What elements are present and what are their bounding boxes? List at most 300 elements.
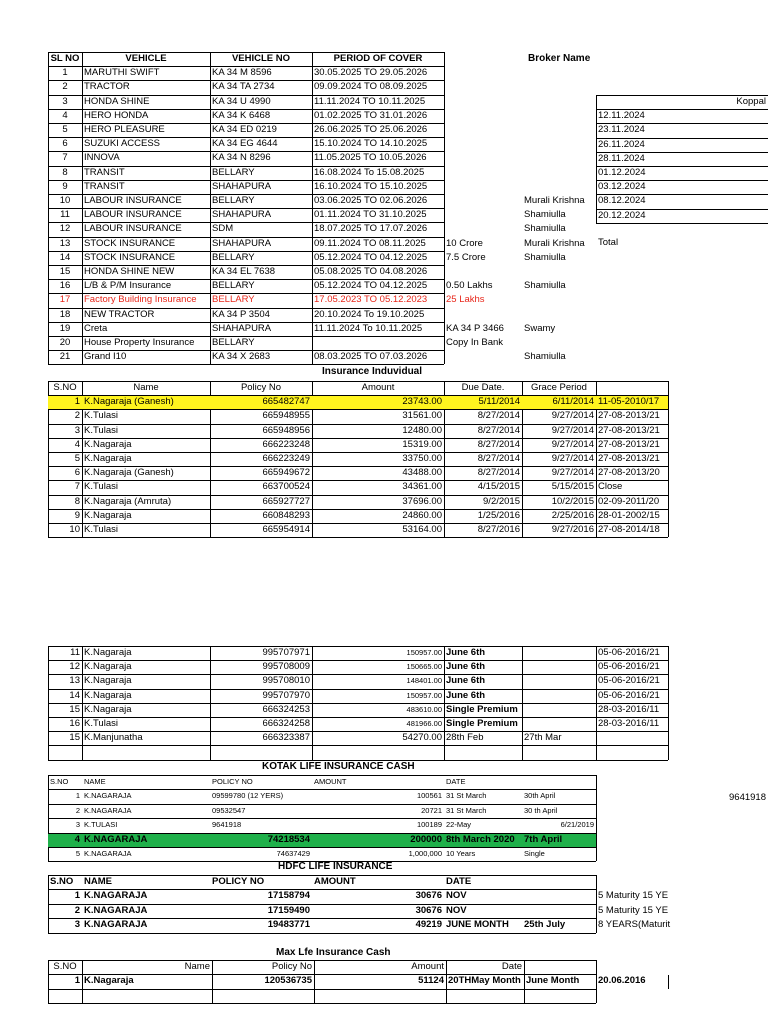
broker-name-title: Broker Name: [528, 53, 591, 64]
due-date: 4/15/2015: [477, 481, 520, 492]
cover-amount: [444, 95, 522, 109]
vehicle-sl: 1: [62, 67, 68, 78]
hdfc-header: DATE: [446, 876, 472, 887]
policy-note: 27-08-2013/21: [598, 425, 660, 436]
policy-sno: 1: [74, 975, 80, 986]
grace-period: 25th July: [524, 919, 566, 930]
broker-name: [522, 336, 596, 350]
policy-sno: 2: [74, 410, 80, 421]
vehicle-name: Grand I10: [84, 351, 127, 362]
cover-amount: 25 Lakhs: [446, 294, 485, 305]
policy-amount: 43488.00: [402, 467, 442, 478]
period-of-cover: 03.06.2025 TO 02.06.2026: [314, 195, 428, 206]
broker-name: [522, 293, 596, 307]
broker-name: [522, 123, 596, 137]
period-of-cover: 20.10.2024 To 19.10.2025: [314, 309, 425, 320]
policy-amount: 31561.00: [402, 410, 442, 421]
max-grid-h: [48, 989, 596, 990]
policy-holder: K.NAGARAJA: [84, 834, 148, 845]
broker-name: [522, 80, 596, 94]
policy-amount: 33750.00: [402, 453, 442, 464]
insurance-individual-title: Insurance Induvidual: [322, 366, 423, 377]
policy-holder: K.Manjunatha: [84, 732, 143, 743]
period-of-cover: 09.11.2024 TO 08.11.2025: [314, 238, 426, 249]
policy-note: 05-06-2016/21: [598, 661, 660, 672]
grace-period: [522, 689, 596, 703]
policy-holder: K.Nagaraja: [84, 439, 132, 450]
policy-sno: 8: [74, 496, 80, 507]
policy-number: 666323387: [262, 732, 310, 743]
vehicle-sl: 17: [59, 294, 71, 305]
period-of-cover: 08.03.2025 TO 07.03.2026: [314, 351, 428, 362]
hdfc-header: NAME: [84, 876, 112, 887]
policy-sno: 3: [74, 919, 80, 930]
policy-holder: K.Tulasi: [84, 481, 118, 492]
policy-holder: K.Nagaraja: [84, 453, 132, 464]
vehicle-sl: 7: [62, 152, 68, 163]
koppal-date: 26.11.2024: [598, 139, 645, 150]
vehicle-name: LABOUR INSURANCE: [84, 209, 182, 220]
max-grid-v: [668, 975, 669, 989]
vehicle-name: HONDA SHINE NEW: [84, 266, 175, 277]
policy-number: 663700524: [262, 481, 310, 492]
cover-amount: [444, 166, 522, 180]
due-date: 9/2/2015: [483, 496, 520, 507]
policy-number: 995708009: [262, 661, 310, 672]
policy-number: 09599780 (12 YERS): [212, 791, 284, 800]
vehicle-sl: 13: [59, 238, 71, 249]
policy-holder: K.Nagaraja: [84, 704, 132, 715]
policy-number: 995708010: [262, 675, 310, 686]
vehicle-name: NEW TRACTOR: [84, 309, 155, 320]
broker-name: [522, 109, 596, 123]
vehicle-name: LABOUR INSURANCE: [84, 223, 182, 234]
kotak-header: POLICY NO: [212, 777, 253, 786]
vehicle-number: BELLARY: [212, 337, 255, 348]
policy-holder: K.Tulasi: [84, 524, 118, 535]
vehicle-name: L/B & P/M Insurance: [84, 280, 172, 291]
individual-header: Amount: [361, 382, 395, 393]
due-date: June 6th: [446, 690, 486, 701]
policy-amount: 150665.00: [406, 662, 442, 671]
policy-note: 28-03-2016/11: [598, 718, 660, 729]
policy-number: 19483771: [267, 919, 310, 930]
policy-holder: K.NAGARAJA: [84, 890, 148, 901]
policy-note: 05-06-2016/21: [598, 675, 660, 686]
policy-number: 995707970: [262, 690, 310, 701]
policy-number: 666223248: [262, 439, 310, 450]
policy-number: 665927727: [262, 496, 310, 507]
policy-amount: 12480.00: [402, 425, 442, 436]
vehicle-sl: 10: [59, 195, 71, 206]
cover-amount: KA 34 P 3466: [446, 323, 504, 334]
due-date: June 6th: [446, 647, 486, 658]
grace-period: 9/27/2014: [551, 410, 594, 421]
koppal-date: 28.11.2024: [598, 153, 645, 164]
policy-number: 9641918: [212, 820, 242, 829]
vehicle-number: KA 34 U 4990: [212, 96, 271, 107]
policy-holder: K.NAGARAJA: [84, 849, 132, 858]
vehicle-sl: 8: [62, 167, 68, 178]
vehicle-number: BELLARY: [212, 252, 255, 263]
grace-period: 9/27/2014: [551, 425, 594, 436]
policy-sno: 4: [74, 834, 80, 845]
grace-period: [522, 660, 596, 674]
vehicle-name: HERO HONDA: [84, 110, 149, 121]
period-of-cover: 16.08.2024 To 15.08.2025: [314, 167, 425, 178]
due-date: Single Premium: [446, 704, 518, 715]
policy-amount: 24860.00: [402, 510, 442, 521]
vehicle-sl: 14: [59, 252, 71, 263]
policy-amount: 100189: [416, 820, 442, 829]
cover-amount: [444, 222, 522, 236]
cover-amount: Copy In Bank: [446, 337, 504, 348]
cover-amount: [444, 208, 522, 222]
policy-amount: 148401.00: [406, 676, 442, 685]
policy-sno: 15: [69, 732, 80, 743]
policy-note: 8 YEARS(Maturit: [598, 919, 671, 930]
vehicle-header: VEHICLE: [125, 53, 167, 64]
policy-note: 27-08-2013/21: [598, 439, 660, 450]
broker-name: Swamy: [524, 323, 556, 334]
due-date: 8/27/2014: [477, 453, 520, 464]
broker-name: [522, 66, 596, 80]
vehicle-name: Factory Building Insurance: [84, 294, 197, 305]
period-of-cover: 26.06.2025 TO 25.06.2026: [314, 124, 428, 135]
cover-amount: [444, 80, 522, 94]
max-header: Policy No: [271, 961, 312, 972]
vehicle-name: INNOVA: [84, 152, 120, 163]
broker-name: Shamiulla: [524, 280, 566, 291]
policy-amount: 49219: [415, 919, 442, 930]
due-date: 8th March 2020: [446, 834, 515, 845]
vehicle-number: SHAHAPURA: [212, 181, 272, 192]
cover-amount: [444, 180, 522, 194]
policy-sno: 14: [69, 690, 80, 701]
grace-period: June Month: [526, 975, 580, 986]
kotak-side-value: 9641918: [729, 792, 766, 803]
cover-amount: [444, 137, 522, 151]
broker-name: Murali Krishna: [524, 238, 585, 249]
policy-sno: 6: [74, 467, 80, 478]
policy-amount: 100561: [416, 791, 442, 800]
individual-grid-v: [668, 381, 669, 537]
due-date: 8/27/2014: [477, 425, 520, 436]
cover-amount: [444, 265, 522, 279]
individual2-grid-v: [668, 646, 669, 760]
policy-amount: 53164.00: [402, 524, 442, 535]
due-date: 31 St March: [446, 791, 487, 800]
vehicle-sl: 21: [59, 351, 71, 362]
policy-amount: 481966.00: [406, 719, 442, 728]
policy-note: 02-09-2011/20: [598, 496, 660, 507]
policy-sno: 4: [74, 439, 80, 450]
policy-holder: K.NAGARAJA: [84, 919, 148, 930]
policy-amount: 200000: [410, 834, 442, 845]
cover-amount: [444, 308, 522, 322]
grace-period: 6/11/2014: [552, 396, 594, 407]
grace-period: 5/15/2015: [551, 481, 594, 492]
policy-note: 5 Maturity 15 YE: [598, 905, 669, 916]
vehicle-sl: 6: [62, 138, 68, 149]
koppal-date: 01.12.2024: [598, 167, 646, 178]
vehicle-name: Creta: [84, 323, 108, 334]
kotak-header: AMOUNT: [314, 777, 347, 786]
policy-sno: 10: [69, 524, 80, 535]
max-grid-h: [48, 1003, 596, 1004]
broker-name: [522, 137, 596, 151]
policy-note: Close: [598, 481, 623, 492]
policy-note: 20.06.2016: [598, 975, 646, 986]
cover-amount: [444, 194, 522, 208]
broker-name: Shamiulla: [524, 252, 566, 263]
policy-sno: 5: [74, 453, 80, 464]
policy-sno: 1: [74, 396, 80, 407]
policy-note: [596, 731, 668, 745]
vehicle-number: KA 34 X 2683: [212, 351, 271, 362]
kotak-header: NAME: [84, 777, 106, 786]
policy-number: 17158794: [267, 890, 310, 901]
vehicle-sl: 3: [62, 96, 68, 107]
grace-period: [522, 674, 596, 688]
vehicle-name: House Property Insurance: [84, 337, 195, 348]
policy-number: 666324253: [262, 704, 310, 715]
policy-number: 74637429: [276, 849, 310, 858]
broker-name: Shamiulla: [524, 209, 566, 220]
koppal-grid-h: [596, 223, 768, 224]
policy-note: 05-06-2016/21: [598, 690, 660, 701]
grace-period: 9/27/2014: [551, 453, 594, 464]
koppal-date: 20.12.2024: [598, 210, 646, 221]
vehicle-sl: 19: [59, 323, 71, 334]
policy-amount: 54270.00: [402, 732, 442, 743]
period-of-cover: 17.05.2023 TO 05.12.2023: [314, 294, 428, 305]
vehicle-sl: 15: [59, 266, 71, 277]
vehicle-number: BELLARY: [212, 167, 255, 178]
period-of-cover: 11.11.2024 To 10.11.2025: [314, 323, 423, 334]
due-date: 8/27/2016: [477, 524, 520, 535]
broker-name: Murali Krishna: [524, 195, 585, 206]
cover-amount: 0.50 Lakhs: [446, 280, 493, 291]
vehicle-sl: 20: [59, 337, 71, 348]
broker-name: [522, 265, 596, 279]
kotak-header: DATE: [446, 777, 466, 786]
due-date: 28th Feb: [446, 732, 484, 743]
policy-sno: 2: [74, 905, 80, 916]
policy-sno: 1: [75, 791, 80, 800]
cover-amount: [444, 151, 522, 165]
vehicle-number: BELLARY: [212, 280, 255, 291]
max-life-title: Max Lfe Insurance Cash: [276, 947, 391, 958]
policy-number: 665954914: [262, 524, 310, 535]
period-of-cover: 09.09.2024 TO 08.09.2025: [314, 81, 428, 92]
policy-holder: K.NAGARAJA: [84, 806, 132, 815]
vehicle-header: PERIOD OF COVER: [333, 53, 423, 64]
grace-period: Single: [524, 849, 545, 858]
broker-name: [522, 151, 596, 165]
cover-amount: [444, 123, 522, 137]
kotak-title: KOTAK LIFE INSURANCE CASH: [262, 761, 415, 772]
vehicle-name: STOCK INSURANCE: [84, 238, 176, 249]
max-header: Amount: [411, 961, 444, 972]
policy-holder: K.Nagaraja: [84, 975, 134, 986]
hdfc-header: S.NO: [50, 876, 74, 887]
policy-holder: K.NAGARAJA: [84, 905, 148, 916]
due-date: 22-May: [446, 820, 472, 829]
policy-amount: 150957.00: [406, 648, 442, 657]
period-of-cover: 05.12.2024 TO 04.12.2025: [314, 280, 428, 291]
due-date: NOV: [446, 890, 467, 901]
period-of-cover: 16.10.2024 TO 15.10.2025: [314, 181, 428, 192]
policy-holder: K.Nagaraja: [84, 647, 132, 658]
policy-holder: K.Nagaraja (Ganesh): [84, 467, 174, 478]
policy-note: 28-03-2016/11: [598, 704, 660, 715]
grace-period: [522, 889, 596, 903]
grace-period: [522, 703, 596, 717]
individual-header: Due Date.: [461, 382, 505, 393]
kotak-grid-v: [596, 775, 597, 861]
due-date: 10 Years: [446, 849, 476, 858]
grace-period: 30th April: [524, 791, 556, 800]
individual-header: Name: [133, 382, 159, 393]
policy-amount: 20721: [421, 806, 442, 815]
vehicle-sl: 16: [59, 280, 71, 291]
policy-holder: K.TULASI: [84, 820, 118, 829]
vehicle-sl: 4: [62, 110, 68, 121]
policy-number: 665949672: [262, 467, 310, 478]
policy-note: 27-08-2013/21: [598, 410, 660, 421]
vehicle-name: TRACTOR: [84, 81, 130, 92]
vehicle-number: KA 34 M 8596: [212, 67, 272, 78]
policy-note: 27-08-2014/18: [598, 524, 660, 535]
vehicle-header: SL NO: [50, 53, 80, 64]
period-of-cover: 05.12.2024 TO 04.12.2025: [314, 252, 428, 263]
vehicle-name: SUZUKI ACCESS: [84, 138, 161, 149]
policy-amount: 23743.00: [402, 396, 442, 407]
period-of-cover: [312, 336, 444, 350]
hdfc-header: AMOUNT: [314, 876, 356, 887]
policy-number: 665948956: [262, 425, 310, 436]
policy-sno: 11: [70, 647, 80, 658]
policy-holder: K.Tulasi: [84, 410, 118, 421]
policy-amount: 51124: [418, 975, 444, 986]
vehicle-number: SHAHAPURA: [212, 238, 272, 249]
hdfc-grid-h: [48, 933, 596, 934]
policy-number: 666324258: [262, 718, 310, 729]
policy-sno: 13: [69, 675, 80, 686]
policy-amount: 30676: [415, 905, 442, 916]
period-of-cover: 01.02.2025 TO 31.01.2026: [314, 110, 428, 121]
due-date: Single Premium: [446, 718, 518, 729]
broker-name: [522, 308, 596, 322]
policy-amount: 30676: [415, 890, 442, 901]
due-date: June 6th: [446, 675, 486, 686]
due-date: 20THMay Month: [448, 975, 521, 986]
max-header: Name: [184, 961, 210, 972]
policy-holder: K.Nagaraja: [84, 510, 132, 521]
grace-period: 27th Mar: [524, 732, 562, 743]
policy-holder: K.Nagaraja: [84, 661, 132, 672]
grace-period: 7th April: [524, 834, 563, 845]
broker-name: Shamiulla: [524, 223, 566, 234]
policy-holder: K.Nagaraja: [84, 675, 132, 686]
policy-note: 5 Maturity 15 YE: [598, 890, 669, 901]
due-date: 8/27/2014: [477, 439, 520, 450]
period-of-cover: 01.11.2024 TO 31.10.2025: [314, 209, 427, 220]
vehicle-sl: 12: [59, 223, 71, 234]
cover-amount: 7.5 Crore: [446, 252, 486, 263]
policy-holder: K.NAGARAJA: [84, 791, 132, 800]
policy-amount: 150957.00: [406, 691, 442, 700]
vehicle-number: KA 34 ED 0219: [212, 124, 277, 135]
policy-holder: K.Nagaraja (Ganesh): [84, 396, 174, 407]
max-header: S.NO: [53, 961, 77, 972]
grace-period: [522, 904, 596, 918]
grace-period: [522, 646, 596, 660]
grace-period: 2/25/2016: [551, 510, 594, 521]
vehicle-name: MARUTHI SWIFT: [84, 67, 160, 78]
due-date: 31 St March: [446, 806, 487, 815]
vehicle-number: KA 34 K 6468: [212, 110, 271, 121]
policy-holder: K.Nagaraja: [84, 690, 132, 701]
vehicle-name: TRANSIT: [84, 181, 125, 192]
total-label: Total: [598, 237, 619, 248]
broker-name: [522, 180, 596, 194]
vehicle-number: SHAHAPURA: [212, 209, 272, 220]
max-header: Date: [501, 961, 522, 972]
individual-header: Policy No: [240, 382, 282, 393]
vehicle-number: KA 34 N 8296: [212, 152, 271, 163]
policy-sno: 12: [69, 661, 80, 672]
policy-sno: 1: [74, 890, 80, 901]
vehicle-header: VEHICLE NO: [231, 53, 291, 64]
period-of-cover: 11.11.2024 TO 10.11.2025: [314, 96, 426, 107]
policy-number: 74218534: [267, 834, 310, 845]
policy-sno: 9: [74, 510, 80, 521]
cover-amount: [444, 350, 522, 364]
vehicle-number: KA 34 EL 7638: [212, 266, 276, 277]
vehicle-name: HONDA SHINE: [84, 96, 150, 107]
policy-number: 665948955: [262, 410, 310, 421]
policy-sno: 16: [69, 718, 80, 729]
cover-amount: [444, 66, 522, 80]
koppal-date: 03.12.2024: [598, 181, 646, 192]
hdfc-title: HDFC LIFE INSURANCE: [278, 861, 393, 872]
koppal-date: 08.12.2024: [598, 195, 646, 206]
policy-number: 17159490: [267, 905, 310, 916]
policy-sno: 2: [75, 806, 80, 815]
policy-holder: K.Tulasi: [84, 425, 118, 436]
grace-period: 9/27/2014: [551, 439, 594, 450]
vehicle-number: KA 34 EG 4644: [212, 138, 278, 149]
grace-period: 6/21/2019: [560, 820, 594, 829]
vehicle-number: BELLARY: [212, 195, 255, 206]
vehicle-number: SHAHAPURA: [212, 323, 272, 334]
vehicle-number: SDM: [212, 223, 234, 234]
vehicle-sl: 2: [62, 81, 68, 92]
due-date: NOV: [446, 905, 467, 916]
vehicle-number: KA 34 TA 2734: [212, 81, 275, 92]
policy-amount: 37696.00: [402, 496, 442, 507]
cover-amount: [444, 109, 522, 123]
due-date: 8/27/2014: [477, 467, 520, 478]
koppal-date: 23.11.2024: [598, 124, 645, 135]
due-date: 1/25/2016: [477, 510, 520, 521]
koppal-date: 12.11.2024: [598, 110, 645, 121]
period-of-cover: 30.05.2025 TO 29.05.2026: [314, 67, 428, 78]
vehicle-name: LABOUR INSURANCE: [84, 195, 182, 206]
policy-amount: 483610.00: [406, 705, 442, 714]
